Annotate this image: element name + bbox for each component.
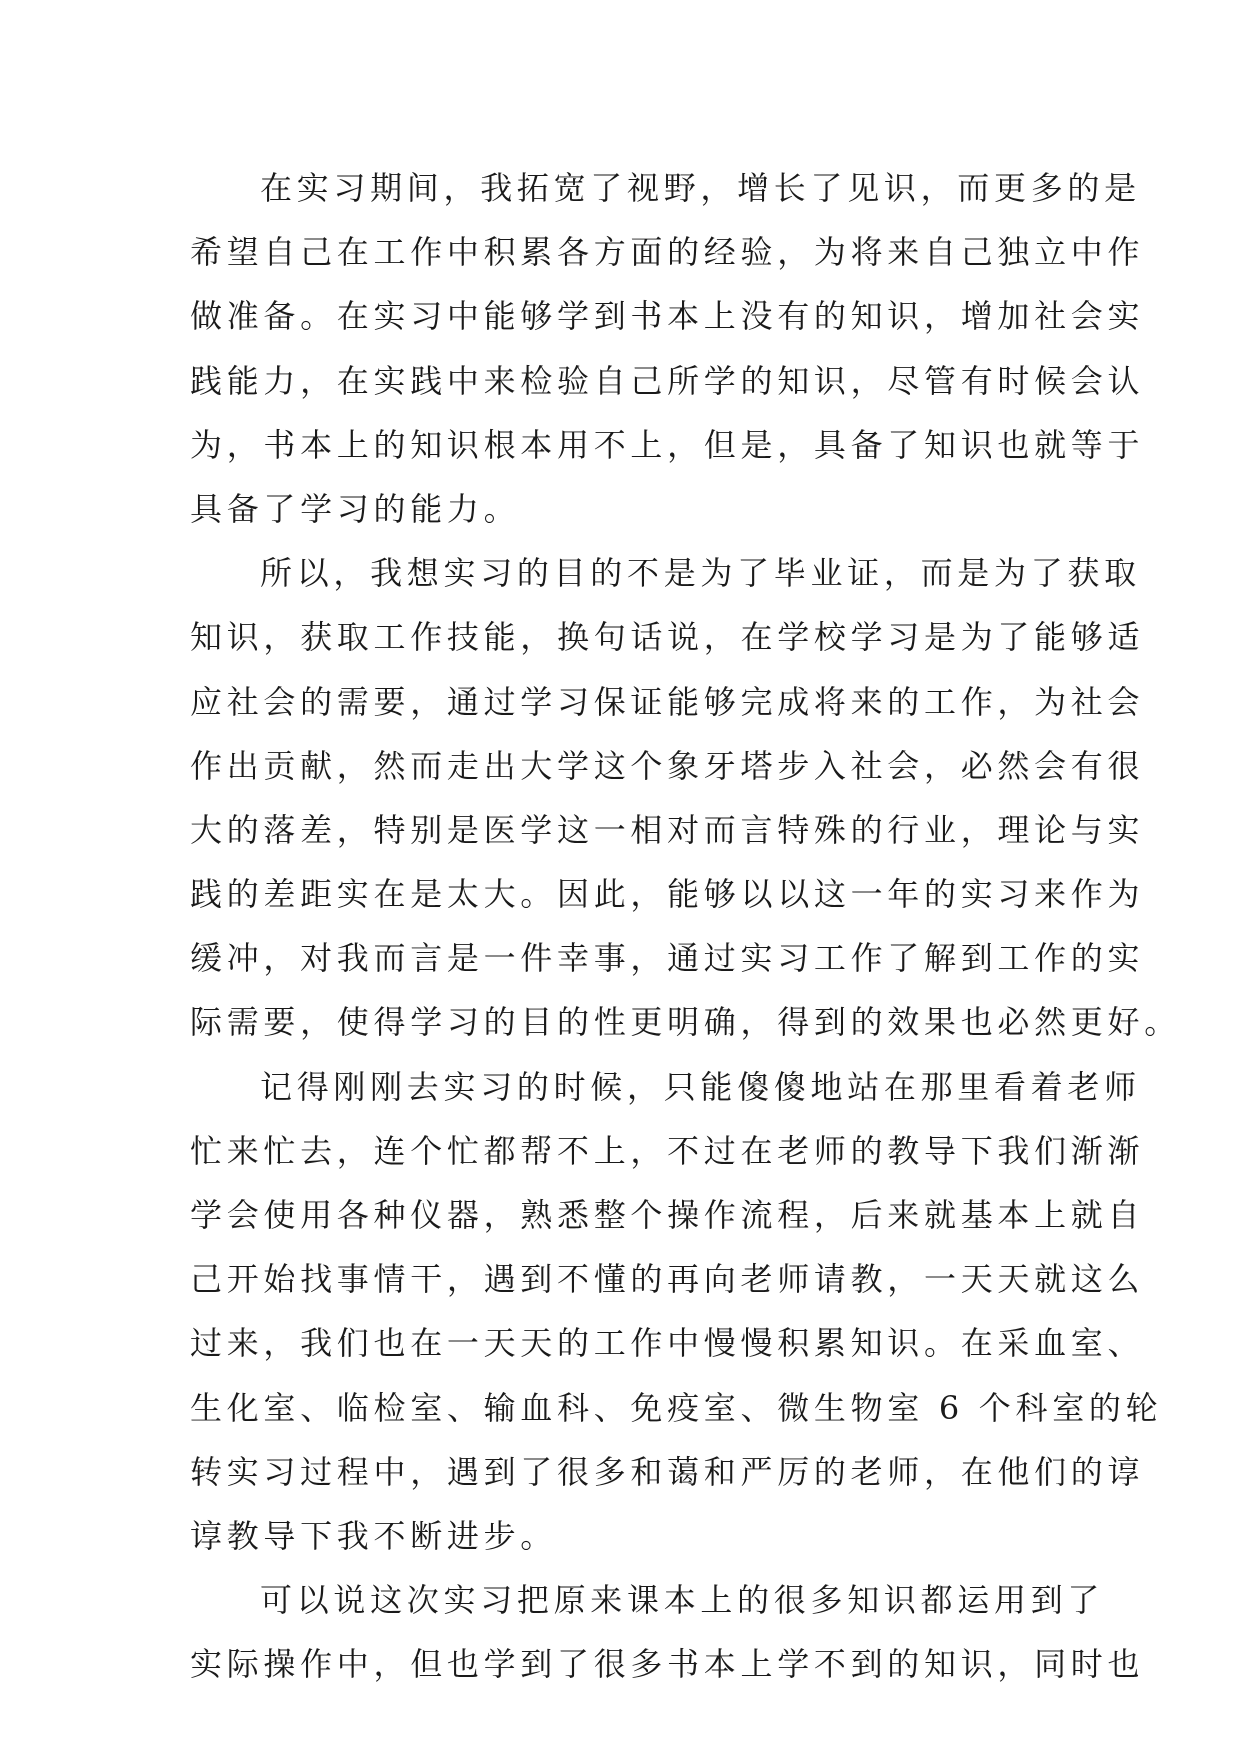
- text-line: 己开始找事情干，遇到不懂的再向老师请教，一天天就这么: [190, 1260, 1145, 1299]
- text-line: 践能力，在实践中来检验自己所学的知识，尽管有时候会认: [190, 361, 1145, 400]
- text-line: 际需要，使得学习的目的性更明确，得到的效果也必然更好。: [190, 1003, 1181, 1042]
- text-line: 为，书本上的知识根本用不上，但是，具备了知识也就等于: [190, 425, 1145, 464]
- paragraph-4: [190, 1568, 1145, 1696]
- text-line: 践的差距实在是太大。因此，能够以以这一年的实习来作为: [190, 875, 1145, 914]
- text-line: 学会使用各种仪器，熟悉整个操作流程，后来就基本上就自: [190, 1196, 1145, 1234]
- text-line: 作出贡献，然而走出大学这个象牙塔步入社会，必然会有很: [190, 746, 1145, 785]
- text-line: 可以说这次实习把原来课本上的很多知识都运用到了: [260, 1581, 1105, 1620]
- paragraph-2: [190, 541, 1181, 1055]
- text-line: 过来，我们也在一天天的工作中慢慢积累知识。在采血室、: [190, 1324, 1145, 1363]
- document-body: [190, 156, 1181, 1697]
- text-line: 应社会的需要，通过学习保证能够完成将来的工作，为社会: [190, 682, 1145, 721]
- text-line: 在实习期间，我拓宽了视野，增长了见识，而更多的是: [260, 169, 1141, 207]
- text-line: 实际操作中，但也学到了很多书本上学不到的知识，同时也: [190, 1645, 1145, 1684]
- text-line: 希望自己在工作中积累各方面的经验，为将来自己独立中作: [190, 233, 1145, 272]
- paragraph-1: [190, 156, 1145, 541]
- text-line: 知识，获取工作技能，换句话说，在学校学习是为了能够适: [190, 618, 1145, 657]
- text-line: 忙来忙去，连个忙都帮不上，不过在老师的教导下我们渐渐: [190, 1131, 1145, 1170]
- text-line: 做准备。在实习中能够学到书本上没有的知识，增加社会实: [190, 297, 1145, 336]
- text-line: 缓冲，对我而言是一件幸事，通过实习工作了解到工作的实: [190, 939, 1145, 978]
- text-line: 具备了学习的能力。: [190, 489, 521, 528]
- text-line: 所以，我想实习的目的不是为了毕业证，而是为了获取: [260, 554, 1141, 593]
- text-line: 大的落差，特别是医学这一相对而言特殊的行业，理论与实: [190, 810, 1145, 849]
- text-line: 转实习过程中，遇到了很多和蔼和严厉的老师，在他们的谆: [190, 1452, 1145, 1491]
- text-line: 生化室、临检室、输血科、免疫室、微生物室 6 个科室的轮: [190, 1388, 1163, 1427]
- text-line: 记得刚刚去实习的时候，只能傻傻地站在那里看着老师: [260, 1067, 1141, 1106]
- text-line: 谆教导下我不断进步。: [190, 1516, 558, 1555]
- paragraph-3: [190, 1055, 1163, 1569]
